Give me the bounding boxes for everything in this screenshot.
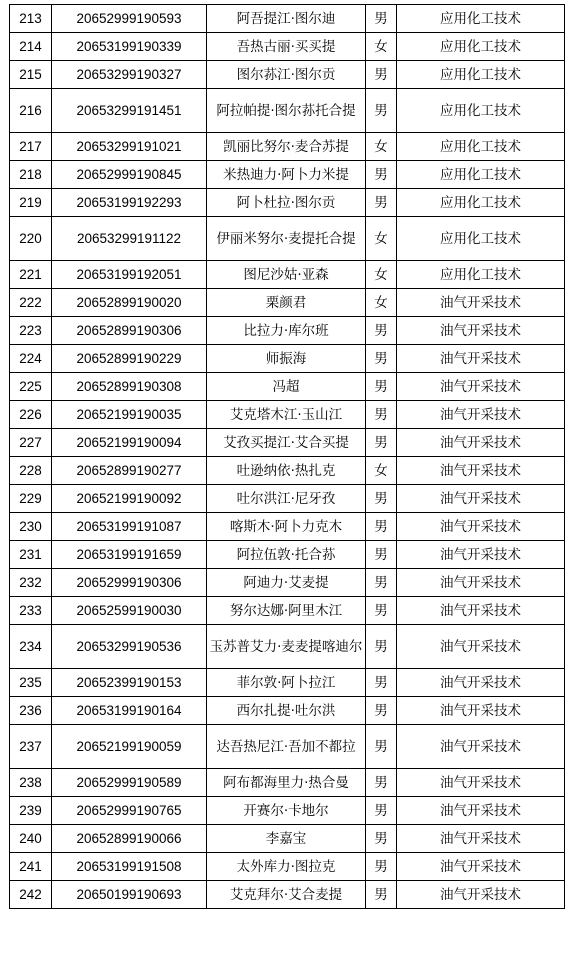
row-number-cell: 232 bbox=[10, 569, 52, 597]
student-name-cell: 冯超 bbox=[207, 373, 366, 401]
row-number-cell: 214 bbox=[10, 33, 52, 61]
student-id-cell: 20653299190327 bbox=[52, 61, 207, 89]
table-row bbox=[10, 89, 565, 133]
major-cell: 油气开采技术 bbox=[397, 797, 565, 825]
student-id-cell: 20650199190693 bbox=[52, 881, 207, 909]
table-row bbox=[10, 133, 565, 161]
row-number-cell: 225 bbox=[10, 373, 52, 401]
row-number-cell: 239 bbox=[10, 797, 52, 825]
student-name-cell: 比拉力·库尔班 bbox=[207, 317, 366, 345]
student-name-cell: 李嘉宝 bbox=[207, 825, 366, 853]
student-id-cell: 20652199190094 bbox=[52, 429, 207, 457]
table-row bbox=[10, 457, 565, 485]
table-row bbox=[10, 373, 565, 401]
row-number-cell: 228 bbox=[10, 457, 52, 485]
student-id-cell: 20652899190306 bbox=[52, 317, 207, 345]
row-number-cell: 220 bbox=[10, 217, 52, 261]
row-number-cell: 227 bbox=[10, 429, 52, 457]
gender-cell: 男 bbox=[366, 485, 397, 513]
gender-cell: 男 bbox=[366, 429, 397, 457]
student-name-cell: 伊丽米努尔·麦提托合提 bbox=[207, 217, 366, 261]
student-name-cell: 阿卜杜拉·图尔贡 bbox=[207, 189, 366, 217]
major-cell: 应用化工技术 bbox=[397, 261, 565, 289]
table-row bbox=[10, 881, 565, 909]
row-number-cell: 234 bbox=[10, 625, 52, 669]
major-cell: 油气开采技术 bbox=[397, 625, 565, 669]
major-cell: 油气开采技术 bbox=[397, 429, 565, 457]
gender-cell: 男 bbox=[366, 853, 397, 881]
table-row bbox=[10, 569, 565, 597]
student-name-cell: 阿迪力·艾麦提 bbox=[207, 569, 366, 597]
gender-cell: 男 bbox=[366, 61, 397, 89]
gender-cell: 男 bbox=[366, 541, 397, 569]
student-name-cell: 喀斯木·阿卜力克木 bbox=[207, 513, 366, 541]
student-name-cell: 吾热古丽·买买提 bbox=[207, 33, 366, 61]
major-cell: 油气开采技术 bbox=[397, 317, 565, 345]
student-id-cell: 20653199191508 bbox=[52, 853, 207, 881]
table-row bbox=[10, 541, 565, 569]
major-cell: 应用化工技术 bbox=[397, 89, 565, 133]
row-number-cell: 235 bbox=[10, 669, 52, 697]
row-number-cell: 221 bbox=[10, 261, 52, 289]
student-name-cell: 阿拉帕提·图尔荪托合提 bbox=[207, 89, 366, 133]
gender-cell: 女 bbox=[366, 133, 397, 161]
row-number-cell: 238 bbox=[10, 769, 52, 797]
row-number-cell: 236 bbox=[10, 697, 52, 725]
student-name-cell: 阿拉伍敦·托合荪 bbox=[207, 541, 366, 569]
table-row bbox=[10, 825, 565, 853]
student-name-cell: 师振海 bbox=[207, 345, 366, 373]
gender-cell: 女 bbox=[366, 289, 397, 317]
gender-cell: 女 bbox=[366, 33, 397, 61]
gender-cell: 男 bbox=[366, 373, 397, 401]
gender-cell: 男 bbox=[366, 189, 397, 217]
major-cell: 应用化工技术 bbox=[397, 33, 565, 61]
table-row bbox=[10, 5, 565, 33]
student-name-cell: 艾克塔木江·玉山江 bbox=[207, 401, 366, 429]
gender-cell: 男 bbox=[366, 797, 397, 825]
student-id-cell: 20652599190030 bbox=[52, 597, 207, 625]
major-cell: 油气开采技术 bbox=[397, 345, 565, 373]
student-id-cell: 20653299191122 bbox=[52, 217, 207, 261]
table-row bbox=[10, 769, 565, 797]
student-id-cell: 20653199191087 bbox=[52, 513, 207, 541]
row-number-cell: 217 bbox=[10, 133, 52, 161]
row-number-cell: 222 bbox=[10, 289, 52, 317]
student-id-cell: 20652999190306 bbox=[52, 569, 207, 597]
table-row bbox=[10, 697, 565, 725]
row-number-cell: 226 bbox=[10, 401, 52, 429]
student-name-cell: 艾克拜尔·艾合麦提 bbox=[207, 881, 366, 909]
student-name-cell: 达吾热尼江·吾加不都拉 bbox=[207, 725, 366, 769]
gender-cell: 男 bbox=[366, 881, 397, 909]
student-name-cell: 图尼沙姑·亚森 bbox=[207, 261, 366, 289]
table-row bbox=[10, 853, 565, 881]
student-name-cell: 吐逊纳依·热扎克 bbox=[207, 457, 366, 485]
student-id-cell: 20652199190035 bbox=[52, 401, 207, 429]
gender-cell: 男 bbox=[366, 697, 397, 725]
table-row bbox=[10, 217, 565, 261]
table-row bbox=[10, 401, 565, 429]
major-cell: 油气开采技术 bbox=[397, 401, 565, 429]
table-row bbox=[10, 289, 565, 317]
student-name-cell: 吐尔洪江·尼牙孜 bbox=[207, 485, 366, 513]
row-number-cell: 219 bbox=[10, 189, 52, 217]
major-cell: 油气开采技术 bbox=[397, 569, 565, 597]
gender-cell: 男 bbox=[366, 769, 397, 797]
major-cell: 油气开采技术 bbox=[397, 597, 565, 625]
table-row bbox=[10, 61, 565, 89]
student-id-cell: 20653199192293 bbox=[52, 189, 207, 217]
major-cell: 应用化工技术 bbox=[397, 161, 565, 189]
row-number-cell: 233 bbox=[10, 597, 52, 625]
table-row bbox=[10, 189, 565, 217]
gender-cell: 女 bbox=[366, 261, 397, 289]
table-row bbox=[10, 33, 565, 61]
student-id-cell: 20653299191451 bbox=[52, 89, 207, 133]
student-id-cell: 20653199192051 bbox=[52, 261, 207, 289]
gender-cell: 女 bbox=[366, 217, 397, 261]
table-row bbox=[10, 261, 565, 289]
student-id-cell: 20652199190059 bbox=[52, 725, 207, 769]
gender-cell: 男 bbox=[366, 669, 397, 697]
student-name-cell: 太外库力·图拉克 bbox=[207, 853, 366, 881]
major-cell: 应用化工技术 bbox=[397, 217, 565, 261]
student-name-cell: 菲尔敦·阿卜拉江 bbox=[207, 669, 366, 697]
table-row bbox=[10, 513, 565, 541]
row-number-cell: 216 bbox=[10, 89, 52, 133]
table-row bbox=[10, 597, 565, 625]
student-name-cell: 图尔荪江·图尔贡 bbox=[207, 61, 366, 89]
major-cell: 油气开采技术 bbox=[397, 373, 565, 401]
student-name-cell: 阿吾提江·图尔迪 bbox=[207, 5, 366, 33]
student-id-cell: 20653199190339 bbox=[52, 33, 207, 61]
row-number-cell: 223 bbox=[10, 317, 52, 345]
major-cell: 应用化工技术 bbox=[397, 133, 565, 161]
row-number-cell: 224 bbox=[10, 345, 52, 373]
student-id-cell: 20652999190593 bbox=[52, 5, 207, 33]
student-id-cell: 20652899190229 bbox=[52, 345, 207, 373]
student-roster-table bbox=[9, 4, 565, 909]
table-row bbox=[10, 161, 565, 189]
student-id-cell: 20652199190092 bbox=[52, 485, 207, 513]
row-number-cell: 237 bbox=[10, 725, 52, 769]
student-id-cell: 20652899190277 bbox=[52, 457, 207, 485]
student-id-cell: 20652999190589 bbox=[52, 769, 207, 797]
major-cell: 应用化工技术 bbox=[397, 61, 565, 89]
major-cell: 应用化工技术 bbox=[397, 5, 565, 33]
student-id-cell: 20652899190020 bbox=[52, 289, 207, 317]
major-cell: 油气开采技术 bbox=[397, 697, 565, 725]
table-row bbox=[10, 797, 565, 825]
gender-cell: 男 bbox=[366, 825, 397, 853]
row-number-cell: 240 bbox=[10, 825, 52, 853]
student-name-cell: 开赛尔·卡地尔 bbox=[207, 797, 366, 825]
student-id-cell: 20652899190308 bbox=[52, 373, 207, 401]
major-cell: 油气开采技术 bbox=[397, 513, 565, 541]
gender-cell: 男 bbox=[366, 161, 397, 189]
gender-cell: 男 bbox=[366, 569, 397, 597]
major-cell: 油气开采技术 bbox=[397, 769, 565, 797]
student-id-cell: 20653199191659 bbox=[52, 541, 207, 569]
row-number-cell: 241 bbox=[10, 853, 52, 881]
row-number-cell: 242 bbox=[10, 881, 52, 909]
major-cell: 油气开采技术 bbox=[397, 825, 565, 853]
gender-cell: 男 bbox=[366, 5, 397, 33]
table-row bbox=[10, 669, 565, 697]
student-name-cell: 玉苏普艾力·麦麦提喀迪尔 bbox=[207, 625, 366, 669]
table-row bbox=[10, 317, 565, 345]
roster-body bbox=[10, 5, 565, 909]
major-cell: 应用化工技术 bbox=[397, 189, 565, 217]
gender-cell: 男 bbox=[366, 625, 397, 669]
student-name-cell: 艾孜买提江·艾合买提 bbox=[207, 429, 366, 457]
gender-cell: 男 bbox=[366, 89, 397, 133]
major-cell: 油气开采技术 bbox=[397, 289, 565, 317]
student-id-cell: 20653299190536 bbox=[52, 625, 207, 669]
table-row bbox=[10, 345, 565, 373]
student-id-cell: 20652999190765 bbox=[52, 797, 207, 825]
gender-cell: 男 bbox=[366, 597, 397, 625]
gender-cell: 女 bbox=[366, 457, 397, 485]
table-row bbox=[10, 485, 565, 513]
student-name-cell: 阿布都海里力·热合曼 bbox=[207, 769, 366, 797]
row-number-cell: 229 bbox=[10, 485, 52, 513]
major-cell: 油气开采技术 bbox=[397, 669, 565, 697]
student-name-cell: 栗颜君 bbox=[207, 289, 366, 317]
row-number-cell: 218 bbox=[10, 161, 52, 189]
table-row bbox=[10, 725, 565, 769]
major-cell: 油气开采技术 bbox=[397, 853, 565, 881]
student-name-cell: 凯丽比努尔·麦合苏提 bbox=[207, 133, 366, 161]
student-name-cell: 努尔达娜·阿里木江 bbox=[207, 597, 366, 625]
gender-cell: 男 bbox=[366, 401, 397, 429]
row-number-cell: 231 bbox=[10, 541, 52, 569]
table-row bbox=[10, 625, 565, 669]
row-number-cell: 230 bbox=[10, 513, 52, 541]
table-row bbox=[10, 429, 565, 457]
student-name-cell: 西尔扎提·吐尔洪 bbox=[207, 697, 366, 725]
gender-cell: 男 bbox=[366, 513, 397, 541]
student-id-cell: 20652999190845 bbox=[52, 161, 207, 189]
student-name-cell: 米热迪力·阿卜力米提 bbox=[207, 161, 366, 189]
student-id-cell: 20652899190066 bbox=[52, 825, 207, 853]
student-id-cell: 20652399190153 bbox=[52, 669, 207, 697]
row-number-cell: 213 bbox=[10, 5, 52, 33]
row-number-cell: 215 bbox=[10, 61, 52, 89]
gender-cell: 男 bbox=[366, 725, 397, 769]
major-cell: 油气开采技术 bbox=[397, 485, 565, 513]
student-id-cell: 20653199190164 bbox=[52, 697, 207, 725]
student-id-cell: 20653299191021 bbox=[52, 133, 207, 161]
major-cell: 油气开采技术 bbox=[397, 881, 565, 909]
major-cell: 油气开采技术 bbox=[397, 541, 565, 569]
gender-cell: 男 bbox=[366, 345, 397, 373]
gender-cell: 男 bbox=[366, 317, 397, 345]
major-cell: 油气开采技术 bbox=[397, 457, 565, 485]
major-cell: 油气开采技术 bbox=[397, 725, 565, 769]
